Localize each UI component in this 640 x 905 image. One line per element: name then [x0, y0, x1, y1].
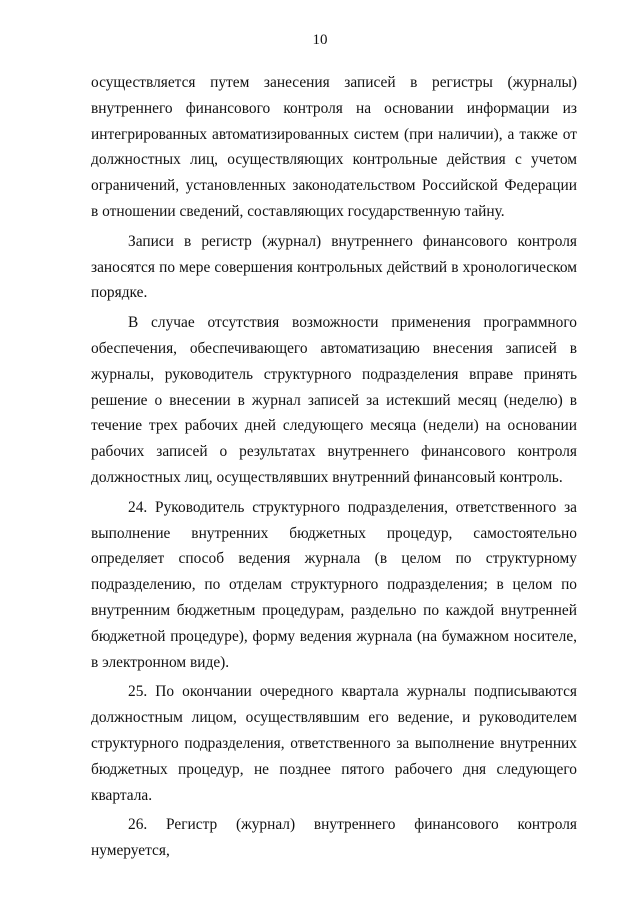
paragraph-item-24: 24. Руководитель структурного подразделения, ответственного за выполнение внутренних бюджетных процедур, самостоятельно определяет способ ведения журнала (в целом по структурному подразделению, по отделам структурного подразделения; в целом по внутренним бюджетным процедурам, раздельно по каждой внутренней бюджетной процедуре), форму ведения журнала (на бумажном носителе, в электронном виде). — [91, 498, 577, 671]
paragraph-journal-entries: Записи в регистр (журнал) внутреннего финансового контроля заносятся по мере совершения контрольных действий в хронологическом порядке. — [91, 232, 577, 302]
page-number: 10 — [312, 32, 328, 48]
paragraph-continuation: осуществляется путем занесения записей в регистры (журналы) внутреннего финансового контроля на основании информации из интегрированных автоматизированных систем (при наличии), а также от должностных лиц, осуществляющих контрольные действия с учетом ограничений, установленных законодательством Российской Федерации в отношении сведений, составляющих государственную тайну. — [91, 74, 577, 220]
paragraph-item-26: 26. Регистр (журнал) внутреннего финансового контроля нумеруется, — [91, 816, 577, 860]
paragraph-no-software: В случае отсутствия возможности применения программного обеспечения, обеспечивающего автоматизацию внесения записей в журналы, руководитель структурного подразделения вправе принять решение о внесении в журнал записей за истекший месяц (неделю) в течение трех рабочих дней следующего месяца (недели) на основании рабочих записей о результатах внутреннего финансового контроля должностных лиц, осуществлявших внутренний финансовый контроль. — [91, 314, 577, 486]
paragraph-item-25: 25. По окончании очередного квартала журналы подписываются должностным лицом, осуществлявшим его ведение, и руководителем структурного подразделения, ответственного за выполнение внутренних бюджетных процедур, не позднее пятого рабочего дня следующего квартала. — [91, 683, 577, 804]
document-body — [91, 70, 577, 868]
